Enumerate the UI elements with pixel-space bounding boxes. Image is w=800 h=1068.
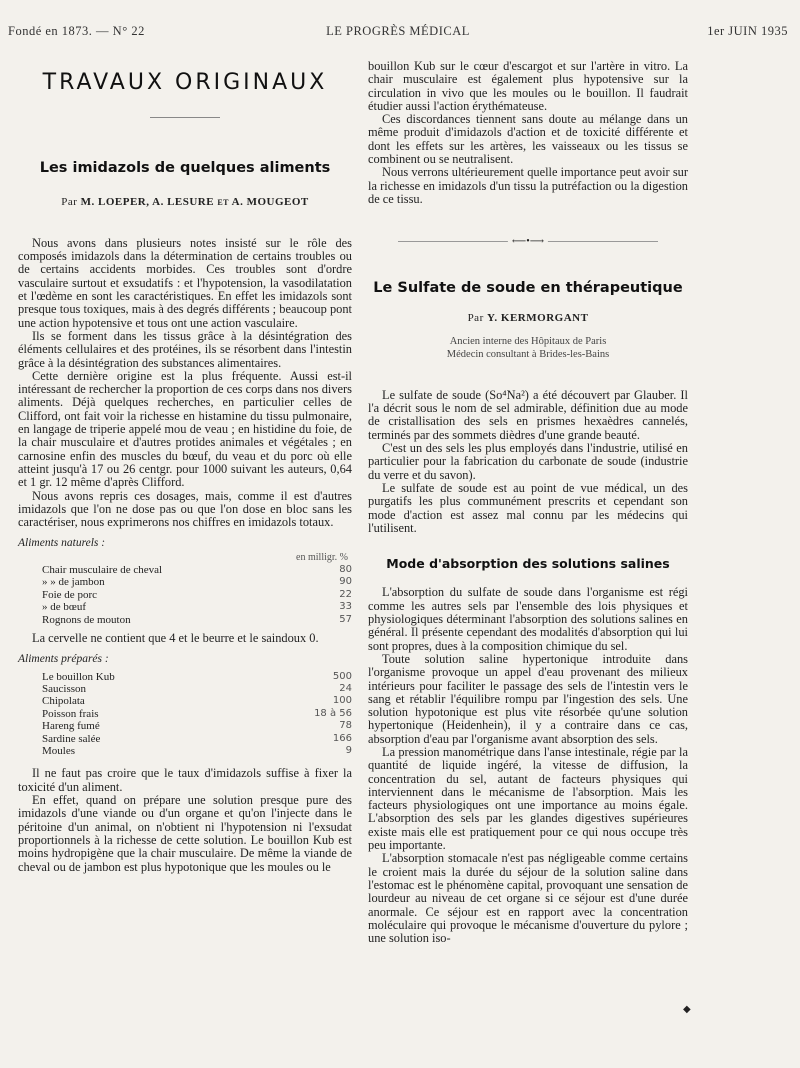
item-value: 57: [339, 613, 352, 625]
table-row: [18, 745, 352, 757]
right-column: [368, 60, 688, 945]
article1-byline: [18, 196, 352, 209]
paragraph: Nous verrons ultérieurement quelle importance peut avoir sur la richesse en imidazols d'un tissu la putréfaction ou la digestion de ce tissu.: [368, 165, 688, 206]
paragraph: L'absorption stomacale n'est pas négligeable comme certains le croient mais la durée du séjour de la solution saline dans l'estomac est le phénomène capital, provoquant une sensation de lourdeur au niveau de cet organe si ce séjour est d'une durée anormale. Ce séjour est en rapport avec la concentration moléculaire qui provoque le mécanisme d'ouverture du pylore ; une solution iso-: [368, 851, 688, 946]
item-value: 9: [345, 745, 352, 757]
running-header: [8, 24, 788, 42]
item-value: 80: [339, 564, 352, 576]
table-row: [18, 720, 352, 732]
paragraph: Le sulfate de soude (So⁴Na²) a été découvert par Glauber. Il l'a décrit sous le nom de sel admirable, définition due au mode de cristallisation des sels en prismes hexaèdres cannelés, terminés par des sommets dièdres d'une grande beauté.: [368, 387, 688, 442]
header-founded: Fondé en 1873. — N° 22: [8, 24, 145, 38]
article2-intro: [368, 389, 688, 535]
item-value: 500: [332, 670, 352, 682]
article2-affiliation-2: Médecin consultant à Brides-les-Bains: [446, 348, 610, 360]
item-label: Saucisson: [42, 683, 86, 696]
article2-by-prefix: Par: [467, 311, 484, 324]
header-journal-title: LE PROGRÈS MÉDICAL: [326, 24, 470, 38]
item-label: » » de jambon: [42, 576, 105, 589]
left-column: [18, 60, 352, 874]
table-row: [18, 576, 352, 588]
item-label: Sardine salée: [42, 732, 101, 745]
item-value: 166: [332, 732, 352, 744]
paragraph: L'absorption du sulfate de soude dans l'organisme est régi comme les autres sels par l'ensemble des lois physiques et physiologiques déterminant l'absorption des solutions salines en général. Il présente cependant des modalités d'absorption qui lui sont propres, dues à la composition chimique du sel.: [368, 585, 688, 653]
table-row: [18, 733, 352, 745]
table-row: [18, 564, 352, 576]
title-separator: [150, 117, 220, 118]
paragraph: Nous avons repris ces dosages, mais, comme il est d'autres imidazols que l'on ne dose pas ou que l'on dose en bloc sans les caractériser, nous exprimerons nos chiffres en imidazols totaux.: [18, 488, 352, 530]
table-row: [18, 601, 352, 613]
paragraph: Ils se forment dans les tissus grâce à la désintégration des éléments cellulaires et des protéines, ils se résorbent dans l'intestin grâce à la désintégration des substances alimentaires.: [18, 328, 352, 370]
diamond-icon: ◆: [683, 1004, 691, 1015]
item-label: Le bouillon Kub: [42, 670, 115, 683]
article2-body: [368, 586, 688, 945]
table-row: [18, 671, 352, 683]
prepared-table: [18, 671, 352, 758]
natural-caption: Aliments naturels :: [18, 537, 106, 550]
item-value: 78: [339, 720, 352, 732]
paragraph: Toute solution saline hypertonique introduite dans l'organisme provoque un appel d'eau provenant des milieux intérieurs pour faciliter le passage des sels de l'intestin vers le sang et rétablir l'équilibre rompu par l'ingestion des sels. Une solution hypotonique est plus vite résorbée qu'une solution hypertonique (Heidenhein), il y a contraire dans ce cas, absorption d'eau par l'organisme avant absorption des sels.: [368, 651, 688, 746]
item-value: 33: [339, 601, 352, 613]
article1-conclusion: [18, 767, 352, 873]
natural-foods-list: [18, 537, 352, 626]
paragraph: Cette dernière origine est la plus fréquente. Aussi est-il intéressant de rechercher la proportion de ces corps dans nos divers aliments. Déjà quelques recherches, en particulier celles de Clifford, ont fait voir la richesse en histamine du tissu pulmonaire, en langage de triperie appelé mou de veau ; en histidine du foie, de la chair musculaire et d'autres protides animales et végétales ; en carnosine enfin des muscles du bœuf, du veau et du porc où elle atteint jusqu'à 17 ou 26 centgr. pour 1000 suivant les auteurs, 0,64 et 1 gr. 12 même d'après Clifford.: [18, 368, 352, 490]
article1-authors: M. LOEPER, A. LESURE et A. MOUGEOT: [80, 195, 309, 208]
item-value: 22: [339, 588, 352, 600]
item-value: 90: [339, 576, 352, 588]
item-label: Rognons de mouton: [42, 613, 131, 626]
article2-affiliation-1: Ancien interne des Hôpitaux de Paris: [449, 335, 607, 347]
item-label: Hareng fumé: [42, 720, 100, 733]
ornament-icon: ⟵•⟶: [508, 235, 548, 248]
article1-title: Les imidazols de quelques aliments: [39, 160, 331, 177]
paragraph: Nous avons dans plusieurs notes insisté sur le rôle des composés imidazols dans la détermination de certains troubles ou de certains accidents morbides. Ces troubles sont d'ordre vasculaire surtout et exsudatifs : et l'hypotension, la vasodilatation et l'œdème en sont les caractéristiques. En effet les imidazols sont presque tous toxiques, mais à des degrés différents ; beaucoup pont une action hypotensive et tous ont une action vasculaire.: [18, 235, 352, 330]
article1-intro: [18, 237, 352, 530]
item-label: Foie de porc: [42, 588, 97, 601]
article-divider: [368, 236, 688, 248]
table-row: [18, 614, 352, 626]
paragraph: Ces discordances tiennent sans doute au mélange dans un même produit d'imidazols d'action et de toxicité différente et dont les effets sur les artères, les vaisseaux ou les tissus se combinent ou se neutralisent.: [368, 112, 688, 167]
paragraph: En effet, quand on prépare une solution presque pure des imidazols d'une viande ou d'un organe et qu'on l'injecte dans le péritoine d'un animal, on n'obtient ni l'hypotension ni l'exsudat proportionnels à la richesse de cette solution. Le bouillon Kub est moins hydropigène que la chair musculaire. De même la viande de cheval ou de jambon est plus hypotonique que les moules ou le: [18, 793, 352, 874]
item-value: 18 à 56: [314, 707, 352, 719]
natural-table: [18, 564, 352, 626]
paragraph: bouillon Kub sur le cœur d'escargot et sur l'artère in vitro. La chair musculaire est également plus hypotensive sur la circulation in vivo que les moules ou le bouillon. Il faudrait étudier aussi l'action érythémateuse.: [368, 59, 688, 113]
table-row: [18, 683, 352, 695]
item-label: Moules: [42, 745, 75, 758]
article1-continuation: [368, 60, 688, 206]
prepared-caption: Aliments préparés :: [18, 653, 109, 666]
article2-author: Y. KERMORGANT: [486, 311, 589, 324]
prepared-foods-list: [18, 653, 352, 757]
paragraph: Le sulfate de soude est au point de vue médical, un des purgatifs les plus communément prescrits et cependant son mode d'action est assez mal connu par les médecins qui l'utilisent.: [368, 480, 688, 535]
header-date: 1er JUIN 1935: [707, 24, 788, 38]
paragraph: La pression manométrique dans l'anse intestinale, régie par la quantité de liquide ingéré, la vitesse de diffusion, la concentration du sel, autant de facteurs physiques qui interviennent dans le mécanisme de l'absorption. Mais les facteurs physiologiques ont une importance au moins égale. L'absorption des sels par les glandes digestives supérieures existe mais elle est pratiquement pour ce qui nous occupe très peu importante.: [368, 744, 688, 853]
item-label: Chipolata: [42, 695, 85, 708]
table-row: [18, 589, 352, 601]
item-label: Chair musculaire de cheval: [42, 564, 163, 577]
table-row: [18, 708, 352, 720]
article1-by-prefix: Par: [61, 195, 78, 208]
paragraph: La cervelle ne contient que 4 et le beurre et le saindoux 0.: [32, 631, 319, 646]
item-label: » de bœuf: [42, 601, 86, 614]
natural-unit: en milligr. %: [296, 551, 348, 563]
article2-subheading: Mode d'absorption des solutions salines: [386, 556, 670, 572]
article2-title: Le Sulfate de soude en thérapeutique: [373, 280, 683, 297]
item-label: Poisson frais: [42, 707, 99, 720]
article2-byline: [368, 312, 688, 325]
item-value: 100: [332, 695, 352, 707]
paragraph: Il ne faut pas croire que le taux d'imidazols suffise à fixer la toxicité d'un aliment.: [18, 766, 352, 794]
section-title: TRAVAUX ORIGINAUX: [42, 70, 328, 95]
table-row: [18, 695, 352, 707]
paragraph: C'est un des sels les plus employés dans l'industrie, utilisé en particulier pour la fabrication du carbonate de soude (industrie du verre et du savon).: [368, 441, 688, 482]
item-value: 24: [339, 683, 352, 695]
